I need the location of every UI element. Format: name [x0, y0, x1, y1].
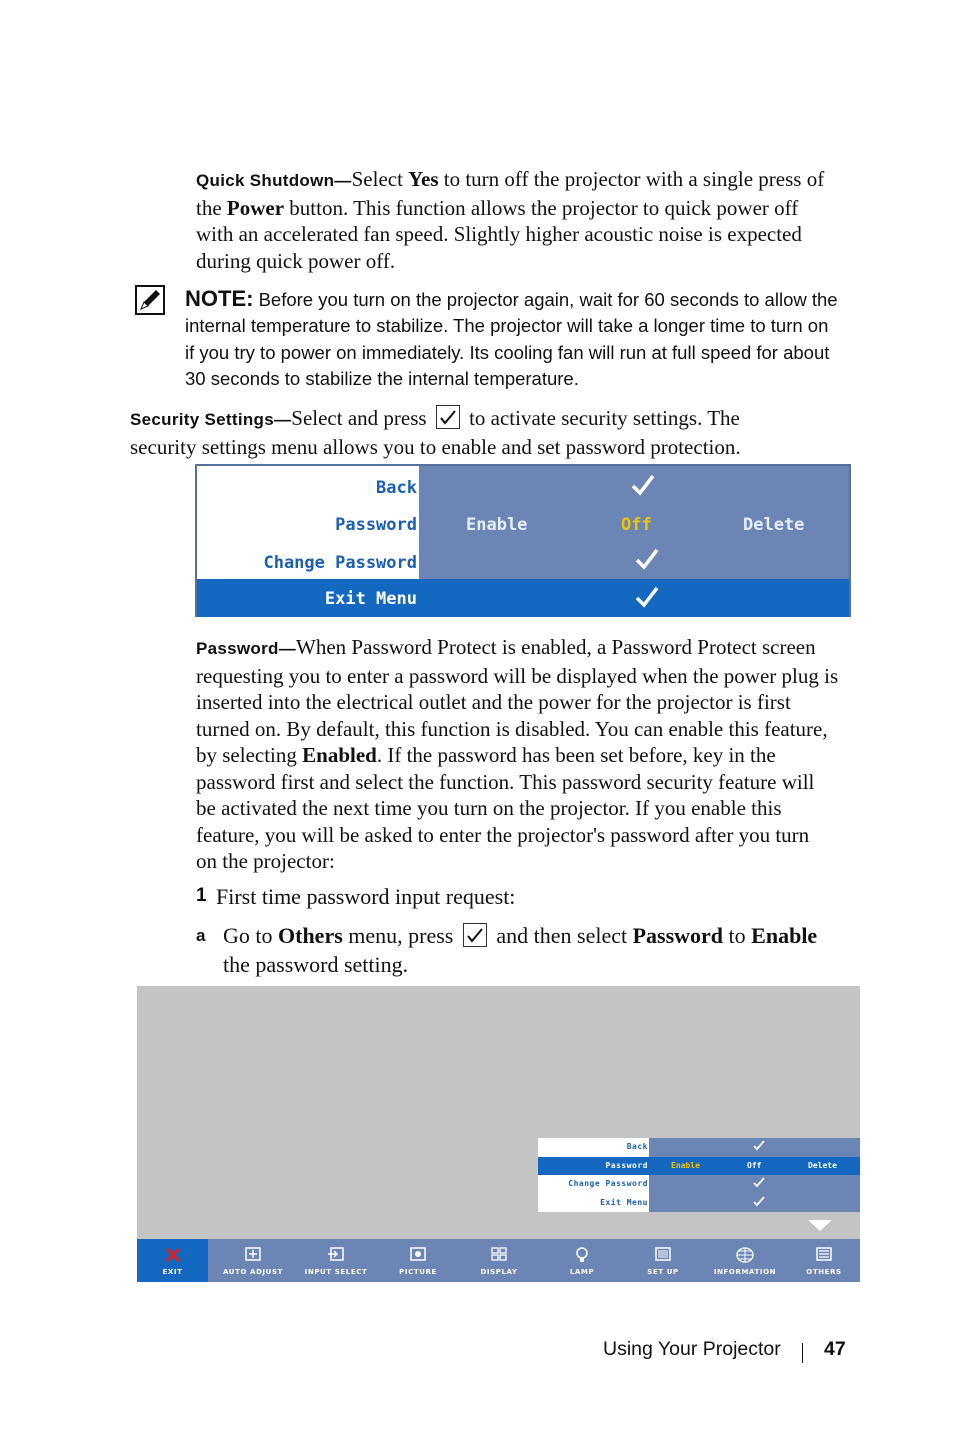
toolbar-label: PICTURE — [399, 1268, 437, 1276]
others-icon — [816, 1247, 832, 1263]
toolbar-set-up[interactable] — [624, 1239, 702, 1282]
menu-item-back[interactable]: Back — [376, 478, 417, 498]
globe-icon — [736, 1247, 754, 1265]
auto-adjust-icon — [245, 1247, 261, 1263]
mini-item-change-password[interactable]: Change Password — [568, 1179, 648, 1188]
security-settings-menu — [195, 464, 851, 617]
menu-row-back[interactable] — [197, 470, 849, 508]
text: on the projector: — [196, 849, 335, 873]
toolbar-label: LAMP — [569, 1268, 595, 1276]
close-icon — [165, 1247, 181, 1265]
toolbar-others[interactable] — [788, 1239, 860, 1282]
text: to — [723, 923, 752, 948]
mini-row-change-password[interactable] — [538, 1175, 860, 1194]
note-block — [185, 286, 870, 392]
check-icon — [630, 472, 656, 503]
text: Select and press — [291, 406, 432, 430]
mini-option-off[interactable]: Off — [747, 1160, 762, 1170]
note-pencil-icon — [135, 285, 165, 315]
step-1-text: First time password input request: — [216, 884, 516, 909]
text: be activated the next time you turn on the projector. If you enable this — [196, 796, 782, 820]
set-up-icon — [655, 1247, 671, 1263]
text: during quick power off. — [196, 248, 396, 273]
toolbar-lamp[interactable] — [542, 1239, 622, 1282]
mini-row-back[interactable] — [538, 1138, 860, 1157]
toolbar-input-select[interactable] — [295, 1239, 377, 1282]
osd-toolbar — [137, 1239, 860, 1282]
note-line: internal temperature to stabilize. The projector will take a longer time to turn on — [185, 315, 829, 337]
quick-shutdown-paragraph — [196, 166, 876, 274]
mini-item-back[interactable]: Back — [626, 1142, 648, 1151]
menu-item-exit-menu[interactable]: Exit Menu — [324, 589, 417, 609]
projector-osd-screen — [137, 986, 860, 1282]
text: to activate security settings. The — [463, 406, 740, 430]
text: with an accelerated fan speed. Slightly higher acoustic noise is expected — [196, 222, 802, 246]
toolbar-information[interactable] — [704, 1239, 786, 1282]
text: password first and select the function. This password security feature will — [196, 769, 815, 794]
text: Select — [351, 167, 409, 191]
toolbar-label: INFORMATION — [713, 1268, 777, 1276]
scroll-down-arrow-icon[interactable] — [808, 1220, 832, 1231]
toolbar-label: INPUT SELECT — [304, 1268, 368, 1276]
power-term: Power — [226, 195, 285, 220]
step-a-text — [223, 921, 883, 979]
step-letter: a — [196, 926, 206, 945]
picture-icon — [410, 1247, 426, 1263]
menu-row-exit[interactable] — [197, 579, 849, 617]
mini-item-exit-menu[interactable]: Exit Menu — [600, 1197, 648, 1207]
text: button. This function allows the projector to quick power off — [284, 195, 799, 220]
lamp-icon — [575, 1247, 589, 1265]
check-icon — [634, 584, 660, 615]
text: feature, you will be asked to enter the projector's password after you turn — [196, 822, 810, 847]
mini-item-password[interactable]: Password — [605, 1160, 648, 1170]
note-line: if you try to power on immediately. Its cooling fan will run at full speed for about — [185, 341, 830, 363]
text: by selecting — [196, 743, 303, 767]
text: . If the password has been set before, key in the — [376, 743, 776, 767]
text: Go to — [223, 923, 278, 948]
text: turned on. By default, this function is disabled. You can enable this feature, — [196, 716, 828, 741]
menu-row-change-password[interactable] — [197, 544, 849, 582]
security-settings-paragraph — [130, 405, 870, 460]
text: When Password Protect is enabled, a Password Protect screen — [296, 635, 816, 659]
toolbar-auto-adjust[interactable] — [213, 1239, 293, 1282]
yes-term: Yes — [408, 167, 439, 191]
menu-item-change-password[interactable]: Change Password — [263, 553, 417, 573]
quick-shutdown-heading: Quick Shutdown— — [196, 171, 352, 190]
text: inserted into the electrical outlet and the power for the projector is first — [196, 690, 791, 714]
text: security settings menu allows you to enable and set password protection. — [130, 434, 741, 459]
enable-term: Enable — [751, 923, 818, 948]
note-line: 30 seconds to stabilize the internal temperature. — [185, 367, 579, 389]
toolbar-label: DISPLAY — [480, 1268, 518, 1276]
step-number: 1 — [196, 885, 207, 906]
menu-row-password[interactable] — [197, 507, 849, 545]
mini-security-menu — [538, 1138, 860, 1212]
option-off[interactable]: Off — [621, 515, 652, 535]
mini-row-exit[interactable] — [538, 1194, 860, 1213]
toolbar-label: SET UP — [647, 1268, 679, 1276]
text: requesting you to enter a password will be displayed when the power plug is — [196, 663, 839, 688]
toolbar-picture[interactable] — [380, 1239, 456, 1282]
toolbar-label: OTHERS — [806, 1268, 842, 1276]
check-icon — [753, 1195, 765, 1215]
text: to turn off the projector with a single press of — [438, 167, 825, 191]
toolbar-exit[interactable] — [137, 1239, 208, 1282]
check-icon — [634, 546, 660, 577]
option-delete[interactable]: Delete — [743, 515, 805, 535]
toolbar-label: EXIT — [162, 1268, 183, 1276]
text: the password setting. — [223, 952, 409, 977]
option-enable[interactable]: Enable — [466, 515, 528, 535]
note-line: Before you turn on the projector again, wait for 60 seconds to allow the — [253, 289, 838, 310]
text: the — [196, 195, 227, 220]
password-term: Password — [632, 923, 724, 948]
password-paragraph — [196, 634, 876, 875]
text: and then select — [490, 923, 633, 948]
password-heading: Password— — [196, 639, 297, 658]
mini-option-delete[interactable]: Delete — [808, 1160, 837, 1170]
check-button-icon — [463, 923, 487, 947]
enabled-term: Enabled — [302, 743, 377, 767]
note-label: NOTE: — [185, 286, 254, 311]
page-number: 47 — [824, 1338, 846, 1360]
mini-row-password[interactable] — [538, 1157, 860, 1176]
toolbar-label: AUTO ADJUST — [223, 1268, 283, 1276]
check-button-icon — [436, 405, 460, 429]
display-icon — [491, 1247, 507, 1263]
mini-option-enable[interactable]: Enable — [671, 1160, 700, 1170]
footer-divider — [802, 1343, 803, 1363]
menu-item-password[interactable]: Password — [335, 515, 417, 535]
footer-section-title: Using Your Projector — [603, 1338, 781, 1360]
toolbar-display[interactable] — [459, 1239, 539, 1282]
text: menu, press — [342, 923, 459, 948]
others-term: Others — [278, 923, 343, 948]
security-settings-heading: Security Settings— — [130, 410, 292, 429]
input-select-icon — [328, 1247, 344, 1263]
